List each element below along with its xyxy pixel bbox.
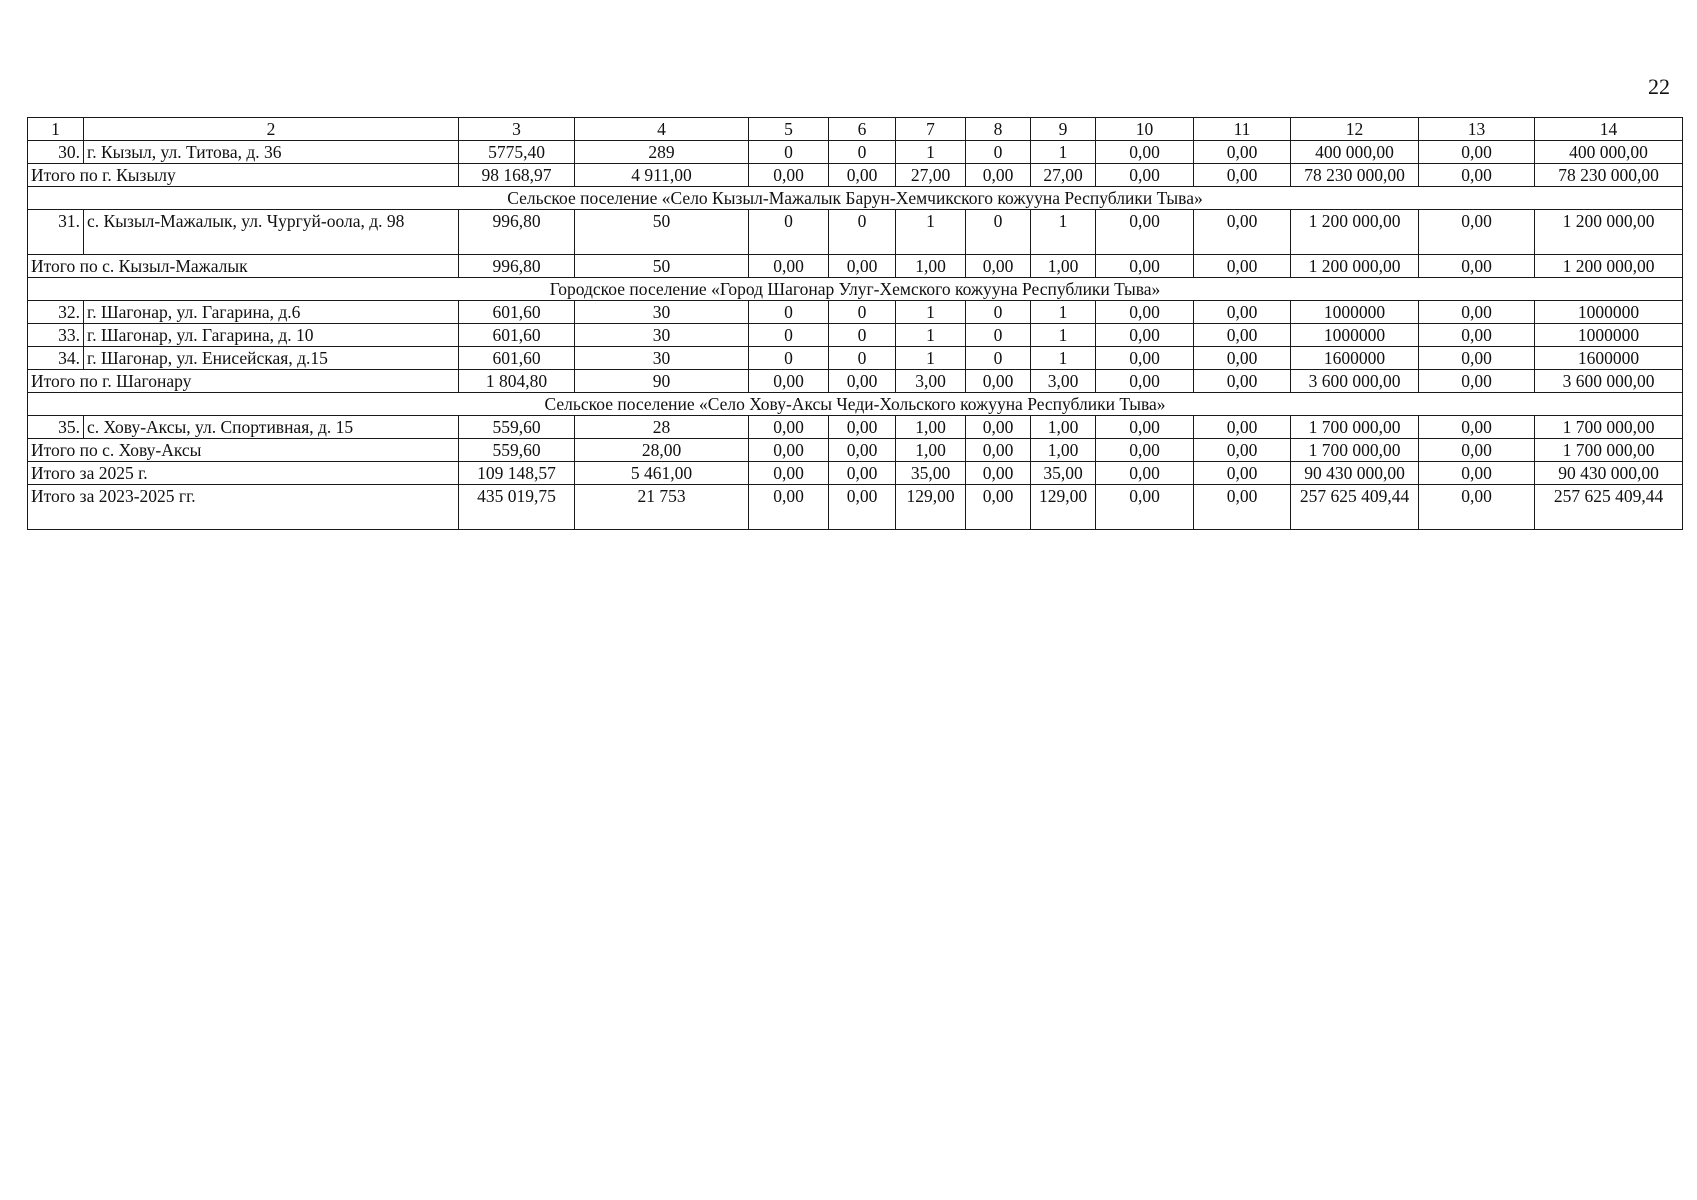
- value-cell-col-4: 4 911,00: [575, 164, 749, 187]
- table-row: [28, 347, 1683, 370]
- value-cell-col-9: 1: [1031, 301, 1096, 324]
- section-heading-row: [28, 187, 1683, 210]
- value-cell-col-12: 1600000: [1291, 347, 1419, 370]
- value-cell-col-12: 257 625 409,44: [1291, 485, 1419, 530]
- total-label: Итого по с. Кызыл-Мажалык: [28, 255, 459, 278]
- total-label: Итого за 2023-2025 гг.: [28, 485, 459, 530]
- value-cell-col-12: 78 230 000,00: [1291, 164, 1419, 187]
- column-number-7: 7: [896, 118, 966, 141]
- value-cell-col-7: 1: [896, 347, 966, 370]
- value-cell-col-8: 0,00: [966, 416, 1031, 439]
- value-cell-col-8: 0,00: [966, 370, 1031, 393]
- address-cell: с. Хову-Аксы, ул. Спортивная, д. 15: [84, 416, 459, 439]
- column-number-11: 11: [1194, 118, 1291, 141]
- value-cell-col-3: 996,80: [459, 210, 575, 255]
- value-cell-col-10: 0,00: [1096, 324, 1194, 347]
- value-cell-col-10: 0,00: [1096, 485, 1194, 530]
- row-number: 30.: [28, 141, 84, 164]
- value-cell-col-10: 0,00: [1096, 439, 1194, 462]
- table-row: [28, 301, 1683, 324]
- value-cell-col-10: 0,00: [1096, 416, 1194, 439]
- total-row: [28, 164, 1683, 187]
- value-cell-col-10: 0,00: [1096, 255, 1194, 278]
- value-cell-col-3: 601,60: [459, 301, 575, 324]
- value-cell-col-7: 27,00: [896, 164, 966, 187]
- value-cell-col-13: 0,00: [1419, 462, 1535, 485]
- column-number-13: 13: [1419, 118, 1535, 141]
- value-cell-col-11: 0,00: [1194, 370, 1291, 393]
- value-cell-col-12: 1 200 000,00: [1291, 210, 1419, 255]
- value-cell-col-3: 601,60: [459, 324, 575, 347]
- value-cell-col-13: 0,00: [1419, 324, 1535, 347]
- value-cell-col-11: 0,00: [1194, 462, 1291, 485]
- value-cell-col-7: 1: [896, 210, 966, 255]
- value-cell-col-13: 0,00: [1419, 370, 1535, 393]
- section-heading: Сельское поселение «Село Кызыл-Мажалык Барун-Хемчикского кожууна Республики Тыва»: [28, 187, 1683, 210]
- value-cell-col-11: 0,00: [1194, 439, 1291, 462]
- total-row: [28, 370, 1683, 393]
- value-cell-col-9: 35,00: [1031, 462, 1096, 485]
- total-label: Итого за 2025 г.: [28, 462, 459, 485]
- value-cell-col-5: 0,00: [749, 370, 829, 393]
- value-cell-col-9: 129,00: [1031, 485, 1096, 530]
- value-cell-col-13: 0,00: [1419, 255, 1535, 278]
- value-cell-col-14: 1 700 000,00: [1535, 439, 1683, 462]
- value-cell-col-10: 0,00: [1096, 462, 1194, 485]
- value-cell-col-8: 0: [966, 324, 1031, 347]
- housing-program-table: [27, 117, 1683, 530]
- column-number-3: 3: [459, 118, 575, 141]
- address-cell: г. Шагонар, ул. Гагарина, д.6: [84, 301, 459, 324]
- value-cell-col-14: 1 200 000,00: [1535, 210, 1683, 255]
- column-number-9: 9: [1031, 118, 1096, 141]
- value-cell-col-6: 0,00: [829, 370, 896, 393]
- value-cell-col-9: 1: [1031, 324, 1096, 347]
- value-cell-col-9: 1,00: [1031, 255, 1096, 278]
- value-cell-col-14: 257 625 409,44: [1535, 485, 1683, 530]
- value-cell-col-3: 996,80: [459, 255, 575, 278]
- value-cell-col-3: 435 019,75: [459, 485, 575, 530]
- value-cell-col-6: 0,00: [829, 439, 896, 462]
- address-cell: г. Шагонар, ул. Енисейская, д.15: [84, 347, 459, 370]
- value-cell-col-4: 289: [575, 141, 749, 164]
- value-cell-col-9: 1,00: [1031, 439, 1096, 462]
- value-cell-col-5: 0,00: [749, 416, 829, 439]
- value-cell-col-5: 0,00: [749, 439, 829, 462]
- value-cell-col-4: 50: [575, 210, 749, 255]
- total-row: [28, 462, 1683, 485]
- address-cell: г. Кызыл, ул. Титова, д. 36: [84, 141, 459, 164]
- table-body: [28, 118, 1683, 530]
- address-cell: г. Шагонар, ул. Гагарина, д. 10: [84, 324, 459, 347]
- value-cell-col-11: 0,00: [1194, 141, 1291, 164]
- value-cell-col-5: 0,00: [749, 485, 829, 530]
- value-cell-col-3: 559,60: [459, 439, 575, 462]
- value-cell-col-11: 0,00: [1194, 324, 1291, 347]
- value-cell-col-14: 90 430 000,00: [1535, 462, 1683, 485]
- value-cell-col-14: 400 000,00: [1535, 141, 1683, 164]
- value-cell-col-11: 0,00: [1194, 347, 1291, 370]
- value-cell-col-9: 1: [1031, 210, 1096, 255]
- value-cell-col-8: 0: [966, 301, 1031, 324]
- value-cell-col-8: 0: [966, 347, 1031, 370]
- value-cell-col-4: 30: [575, 347, 749, 370]
- value-cell-col-4: 50: [575, 255, 749, 278]
- value-cell-col-8: 0,00: [966, 164, 1031, 187]
- value-cell-col-5: 0,00: [749, 462, 829, 485]
- total-row: [28, 255, 1683, 278]
- page-number: 22: [1648, 74, 1670, 99]
- value-cell-col-7: 1: [896, 301, 966, 324]
- value-cell-col-7: 3,00: [896, 370, 966, 393]
- value-cell-col-8: 0,00: [966, 255, 1031, 278]
- value-cell-col-5: 0,00: [749, 255, 829, 278]
- value-cell-col-13: 0,00: [1419, 301, 1535, 324]
- value-cell-col-8: 0,00: [966, 439, 1031, 462]
- value-cell-col-11: 0,00: [1194, 416, 1291, 439]
- value-cell-col-5: 0: [749, 301, 829, 324]
- value-cell-col-6: 0: [829, 301, 896, 324]
- value-cell-col-12: 1 700 000,00: [1291, 416, 1419, 439]
- value-cell-col-3: 5775,40: [459, 141, 575, 164]
- value-cell-col-3: 1 804,80: [459, 370, 575, 393]
- value-cell-col-10: 0,00: [1096, 164, 1194, 187]
- value-cell-col-5: 0: [749, 347, 829, 370]
- column-number-10: 10: [1096, 118, 1194, 141]
- value-cell-col-13: 0,00: [1419, 141, 1535, 164]
- value-cell-col-9: 1: [1031, 141, 1096, 164]
- section-heading-row: [28, 393, 1683, 416]
- value-cell-col-12: 1 200 000,00: [1291, 255, 1419, 278]
- value-cell-col-12: 3 600 000,00: [1291, 370, 1419, 393]
- value-cell-col-13: 0,00: [1419, 416, 1535, 439]
- total-label: Итого по с. Хову-Аксы: [28, 439, 459, 462]
- value-cell-col-7: 1,00: [896, 255, 966, 278]
- value-cell-col-12: 1000000: [1291, 301, 1419, 324]
- value-cell-col-14: 78 230 000,00: [1535, 164, 1683, 187]
- value-cell-col-4: 21 753: [575, 485, 749, 530]
- column-number-8: 8: [966, 118, 1031, 141]
- value-cell-col-12: 1 700 000,00: [1291, 439, 1419, 462]
- value-cell-col-4: 28,00: [575, 439, 749, 462]
- value-cell-col-13: 0,00: [1419, 485, 1535, 530]
- value-cell-col-10: 0,00: [1096, 210, 1194, 255]
- value-cell-col-5: 0: [749, 324, 829, 347]
- table-row: [28, 210, 1683, 255]
- row-number: 35.: [28, 416, 84, 439]
- value-cell-col-14: 1 200 000,00: [1535, 255, 1683, 278]
- value-cell-col-13: 0,00: [1419, 164, 1535, 187]
- value-cell-col-6: 0,00: [829, 416, 896, 439]
- value-cell-col-13: 0,00: [1419, 347, 1535, 370]
- value-cell-col-9: 1: [1031, 347, 1096, 370]
- value-cell-col-6: 0: [829, 141, 896, 164]
- total-row: [28, 439, 1683, 462]
- value-cell-col-8: 0: [966, 141, 1031, 164]
- column-number-1: 1: [28, 118, 84, 141]
- value-cell-col-7: 1: [896, 141, 966, 164]
- table-row: [28, 416, 1683, 439]
- value-cell-col-14: 1 700 000,00: [1535, 416, 1683, 439]
- value-cell-col-7: 1,00: [896, 416, 966, 439]
- header-row: [28, 118, 1683, 141]
- column-number-5: 5: [749, 118, 829, 141]
- value-cell-col-13: 0,00: [1419, 439, 1535, 462]
- section-heading-row: [28, 278, 1683, 301]
- value-cell-col-10: 0,00: [1096, 301, 1194, 324]
- value-cell-col-6: 0,00: [829, 164, 896, 187]
- row-number: 31.: [28, 210, 84, 255]
- value-cell-col-3: 559,60: [459, 416, 575, 439]
- section-heading: Сельское поселение «Село Хову-Аксы Чеди-Хольского кожууна Республики Тыва»: [28, 393, 1683, 416]
- value-cell-col-8: 0,00: [966, 462, 1031, 485]
- row-number: 33.: [28, 324, 84, 347]
- column-number-2: 2: [84, 118, 459, 141]
- value-cell-col-4: 30: [575, 301, 749, 324]
- value-cell-col-5: 0: [749, 210, 829, 255]
- table-row: [28, 141, 1683, 164]
- row-number: 34.: [28, 347, 84, 370]
- value-cell-col-4: 30: [575, 324, 749, 347]
- section-heading: Городское поселение «Город Шагонар Улуг-Хемского кожууна Республики Тыва»: [28, 278, 1683, 301]
- value-cell-col-9: 1,00: [1031, 416, 1096, 439]
- value-cell-col-12: 90 430 000,00: [1291, 462, 1419, 485]
- value-cell-col-10: 0,00: [1096, 141, 1194, 164]
- value-cell-col-8: 0,00: [966, 485, 1031, 530]
- value-cell-col-13: 0,00: [1419, 210, 1535, 255]
- column-number-4: 4: [575, 118, 749, 141]
- total-label: Итого по г. Шагонару: [28, 370, 459, 393]
- value-cell-col-4: 90: [575, 370, 749, 393]
- column-number-14: 14: [1535, 118, 1683, 141]
- value-cell-col-8: 0: [966, 210, 1031, 255]
- value-cell-col-9: 27,00: [1031, 164, 1096, 187]
- address-cell: с. Кызыл-Мажалык, ул. Чургуй-оола, д. 98: [84, 210, 459, 255]
- value-cell-col-7: 1,00: [896, 439, 966, 462]
- value-cell-col-6: 0: [829, 347, 896, 370]
- value-cell-col-6: 0: [829, 324, 896, 347]
- value-cell-col-6: 0,00: [829, 462, 896, 485]
- value-cell-col-14: 1000000: [1535, 324, 1683, 347]
- value-cell-col-10: 0,00: [1096, 347, 1194, 370]
- value-cell-col-11: 0,00: [1194, 255, 1291, 278]
- column-number-12: 12: [1291, 118, 1419, 141]
- value-cell-col-5: 0: [749, 141, 829, 164]
- table-container: [27, 117, 1682, 530]
- value-cell-col-3: 601,60: [459, 347, 575, 370]
- value-cell-col-10: 0,00: [1096, 370, 1194, 393]
- table-row: [28, 324, 1683, 347]
- value-cell-col-6: 0,00: [829, 485, 896, 530]
- value-cell-col-14: 3 600 000,00: [1535, 370, 1683, 393]
- total-label: Итого по г. Кызылу: [28, 164, 459, 187]
- value-cell-col-4: 5 461,00: [575, 462, 749, 485]
- value-cell-col-5: 0,00: [749, 164, 829, 187]
- value-cell-col-12: 1000000: [1291, 324, 1419, 347]
- value-cell-col-3: 98 168,97: [459, 164, 575, 187]
- value-cell-col-6: 0: [829, 210, 896, 255]
- value-cell-col-11: 0,00: [1194, 210, 1291, 255]
- value-cell-col-11: 0,00: [1194, 485, 1291, 530]
- value-cell-col-7: 129,00: [896, 485, 966, 530]
- value-cell-col-9: 3,00: [1031, 370, 1096, 393]
- value-cell-col-6: 0,00: [829, 255, 896, 278]
- value-cell-col-7: 35,00: [896, 462, 966, 485]
- value-cell-col-14: 1000000: [1535, 301, 1683, 324]
- value-cell-col-4: 28: [575, 416, 749, 439]
- value-cell-col-12: 400 000,00: [1291, 141, 1419, 164]
- value-cell-col-14: 1600000: [1535, 347, 1683, 370]
- value-cell-col-3: 109 148,57: [459, 462, 575, 485]
- row-number: 32.: [28, 301, 84, 324]
- value-cell-col-7: 1: [896, 324, 966, 347]
- value-cell-col-11: 0,00: [1194, 164, 1291, 187]
- total-row: [28, 485, 1683, 530]
- column-number-6: 6: [829, 118, 896, 141]
- value-cell-col-11: 0,00: [1194, 301, 1291, 324]
